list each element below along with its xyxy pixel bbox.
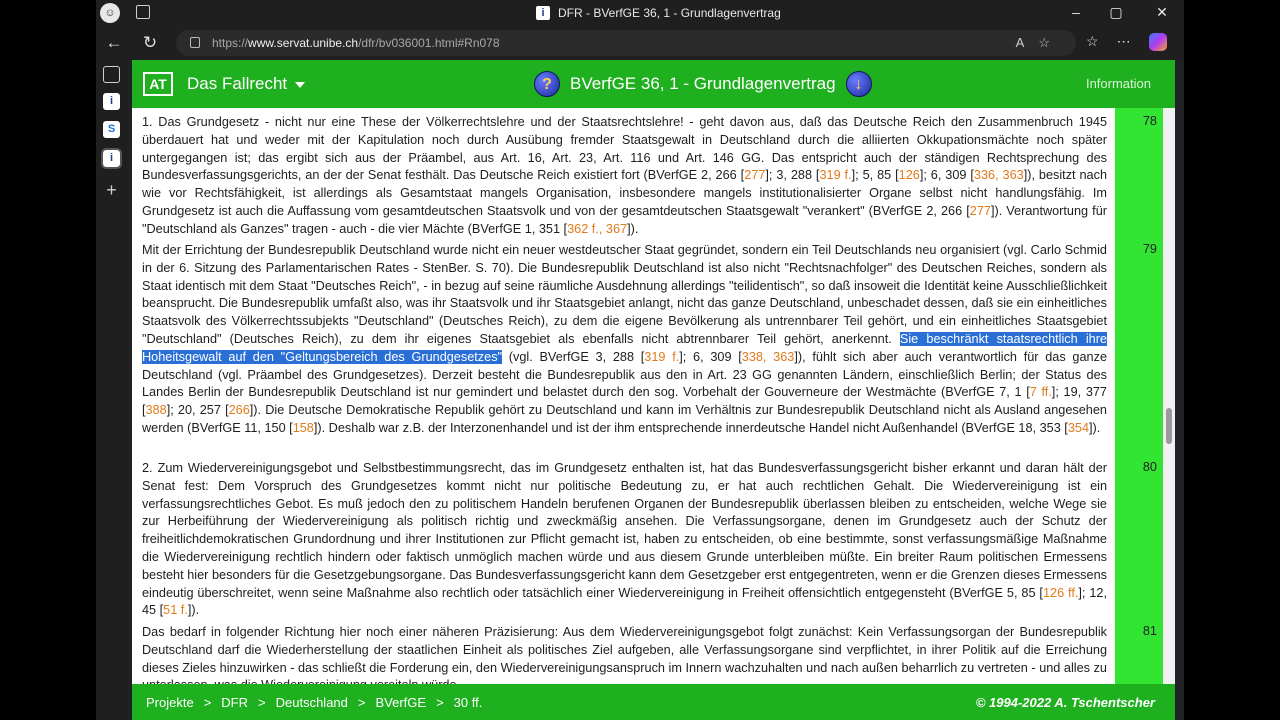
paragraph-number-80: 80 <box>1142 460 1157 474</box>
paragraph-text: ]; 5, 85 [ <box>851 168 899 183</box>
tab-actions-icon[interactable] <box>136 5 150 19</box>
site-info-icon: i <box>536 6 550 20</box>
citation-link[interactable]: 126 ff. <box>1042 585 1079 600</box>
breadcrumb-separator: > <box>436 695 444 710</box>
copilot-icon[interactable] <box>1149 33 1167 51</box>
more-menu-icon[interactable]: ⋯ <box>1116 33 1131 49</box>
paragraph-78 <box>142 114 1107 239</box>
paragraph-text: (vgl. BVerfGE 3, 288 [ <box>502 349 645 364</box>
citation-link[interactable]: 319 f. <box>819 168 852 183</box>
web-page <box>132 60 1175 720</box>
new-tab-icon[interactable]: + <box>106 180 117 200</box>
brand-menu[interactable] <box>187 74 305 94</box>
refresh-button[interactable]: ↻ <box>142 33 158 52</box>
site-logo[interactable]: AT <box>143 72 173 96</box>
profile-avatar[interactable]: ☺ <box>100 3 120 23</box>
tab-panel-icon[interactable] <box>103 66 120 83</box>
citation-link[interactable]: 7 ff. <box>1029 385 1052 400</box>
citation-link[interactable]: 336, 363 <box>973 168 1024 183</box>
citation-link[interactable]: 338, 363 <box>741 349 795 364</box>
navigate-down-icon[interactable]: ↓ <box>846 71 872 97</box>
citation-link[interactable]: 126 <box>898 168 920 183</box>
scrollbar-thumb[interactable] <box>1166 408 1172 444</box>
minimize-button[interactable]: – <box>1072 4 1080 20</box>
help-question-icon[interactable]: ? <box>534 71 560 97</box>
paragraph-79 <box>142 242 1107 438</box>
paragraph-text: ]), besitzt nach wie vor Rechtsfähigkeit, ist allerdings als Gesamtstaat mangels Organisation, insbesondere mangels institutionalisierter Organe selbst nicht handlungsfähig. Im Grundgesetz ist auch die Auffassung vom gesamtdeutschen Staatsvolk und von der gesamtdeutschen Staatsgewalt "verankert" (BVerfGE 2, 266 [ <box>142 168 1108 218</box>
url-prefix: https:// <box>212 36 249 50</box>
back-button[interactable]: ← <box>105 33 123 52</box>
copyright: © 1994-2022 A. Tschentscher <box>975 695 1155 710</box>
paragraph-text: ]). Die Deutsche Demokratische Republik gehört zu Deutschland und kann im Verhältnis zur Bundesrepublik Deutschland nicht als Ausland angesehen werden (BVerfGE 11, 150 [ <box>142 403 1107 435</box>
breadcrumb <box>146 695 482 710</box>
paragraph-number-81: 81 <box>1142 624 1157 638</box>
breadcrumb-item[interactable]: BVerfGE <box>375 695 427 710</box>
breadcrumb-separator: > <box>357 695 366 710</box>
decision-text <box>132 108 1175 684</box>
citation-link[interactable]: 158 <box>292 420 314 435</box>
citation-link[interactable]: 362 f., 367 <box>567 221 628 236</box>
tab-site-icon[interactable]: S <box>103 121 120 138</box>
citation-link[interactable]: 319 f. <box>644 349 680 364</box>
breadcrumb-item[interactable]: 30 ff. <box>453 695 483 710</box>
window-title-text: DFR - BVerfGE 36, 1 - Grundlagenvertrag <box>558 6 781 20</box>
decision-title: BVerfGE 36, 1 - Grundlagenvertrag <box>570 74 836 93</box>
site-header <box>132 60 1175 108</box>
selected-text: Sie beschränkt staatsrechtlich ihre Hoheitsgewalt auf den "Geltungsbereich des Grundgesetzes" <box>142 331 1107 364</box>
favorite-star-icon[interactable]: ☆ <box>1038 35 1064 50</box>
close-button[interactable]: ✕ <box>1156 4 1168 20</box>
url-host: www.servat.unibe.ch <box>248 36 359 50</box>
paragraph-text: ]), fühlt sich aber auch verantwortlich für das ganze Deutschland (vgl. Präambel des Grundgesetzes). Derzeit besteht die Bundesrepublik aus den in Art. 23 GG genannten Ländern, einschließlich Berlin; der Status des Landes Berlin der Bundesrepublik Deutschland ist nur gemindert und belastet durch den sog. Vorbehalt der Gouverneure der Westmächte (BVerfGE 7, 1 [ <box>142 349 1108 400</box>
paragraph-text: ]; 6, 309 [ <box>919 168 974 183</box>
tab-info-icon[interactable]: i <box>103 93 120 110</box>
paragraph-text: 2. Zum Wiedervereinigungsgebot und Selbstbestimmungsrecht, das im Grundgesetz enthalten ist, hat das Bundesverfassungsgericht bisher erkannt und daran hält der Senat fest: Dem Vorspruch des Grundgesetzes kommt nicht nur politische Bedeutung zu, er hat auch rechtlichen Gehalt. Die Wiedervereinigung ist ein verfassungsrechtliches Gebot. Es muß jedoch den zu politischem Handeln berufenen Organen der Bundesrepublik überlassen bleiben zu entscheiden, welche Wege sie zur Herbeiführung der Wiedervereinigung als politisch richtig und zweckmäßig ansehen. Die Verfassungsorgane, denen im Grundgesetz auch der Schutz der freiheitlichdemokratischen Grundordnung und ihrer Institutionen zur Pflicht gemacht ist, haben zu entscheiden, ob eine bestimmte, sonst verfassungsmäßige Maßnahme die Wiedervereinigung rechtlich hindern oder faktisch unmöglich machen würde und aus diesem Grunde unterbleiben müßte. Ein breiter Raum politischen Ermessens besteht hier besonders für die Gesetzgebungsorgane. Das Bundesverfassungsgericht kann dem Gesetzgeber erst entgegentreten, wenn er die Grenzen dieses Ermessens eindeutig überschreitet, wenn seine Maßnahme also rechtlich oder tatsächlich einer Wiedervereinigung in Freiheit offensichtlich entgegensteht (BVerfGE 5, 85 [ <box>142 461 1107 600</box>
window-title <box>536 6 781 20</box>
breadcrumb-separator: > <box>258 695 266 710</box>
paragraph-text: ]; 19, 377 [ <box>142 385 1107 418</box>
paragraph-text: ]). Deshalb war z.B. der Interzonenhandel und ist der ihm entsprechende innerdeutsche Handel nicht Außenhandel (BVerfGE 18, 353 [ <box>313 420 1068 435</box>
brand-label: Das Fallrecht <box>187 74 288 93</box>
paragraph-text: ]; 12, 45 [ <box>142 585 1108 618</box>
citation-link[interactable]: 51 f. <box>163 603 188 618</box>
paragraph-text: ]). <box>187 603 200 618</box>
url-path: /dfr/bv036001.html#Rn078 <box>358 36 500 50</box>
decision-title-bar <box>534 70 872 98</box>
title-bar <box>96 0 1184 26</box>
paragraph-text: ]; 6, 309 [ <box>679 349 742 364</box>
read-aloud-icon[interactable]: A <box>1015 35 1039 50</box>
paragraph-text: ]; 20, 257 [ <box>166 403 229 418</box>
paragraph-text: ]; 3, 288 [ <box>765 168 820 183</box>
lock-icon <box>190 37 200 48</box>
breadcrumb-item[interactable]: DFR <box>221 695 249 710</box>
breadcrumb-separator: > <box>203 695 212 710</box>
browser-window <box>96 0 1184 720</box>
tab-info-active-icon[interactable]: i <box>103 150 120 167</box>
citation-link[interactable]: 388 <box>145 403 167 418</box>
address-bar[interactable] <box>176 30 1076 56</box>
information-link[interactable]: Information <box>1085 76 1151 91</box>
citation-link[interactable]: 354 <box>1067 420 1089 435</box>
paragraph-text: Mit der Errichtung der Bundesrepublik Deutschland wurde nicht ein neuer westdeutscher Staat gegründet, sondern ein Teil Deutschlands neu organisiert (vgl. Carlo Schmid in der 6. Sitzung des Parlamentarischen Rates - StenBer. S. 70). Die Bundesrepublik Deutschland ist also nicht "Rechtsnachfolger" des Deutschen Reiches, sondern als Staat identisch mit dem Staat "Deutsches Reich", - in bezug auf seine räumliche Ausdehnung allerdings "teilidentisch", so daß insoweit die Identität keine Ausschließlichkeit beansprucht. Die Bundesrepublik umfaßt also, was ihr Staatsvolk und ihr Staatsgebiet anlangt, nicht das ganze Deutschland, unbeschadet dessen, daß sie ein einheitliches Staatsvolk des Völkerrechtssubjekts "Deutschland" (Deutsches Reich), zu dem die eigene Bevölkerung als untrennbarer Teil gehört, und ein einheitliches Staatsgebiet "Deutschland" (Deutsches Reich), zu dem ihr eigenes Staatsgebiet als ebenfalls nicht abtrennbarer Teil gehört, anerkennt. <box>142 243 1107 346</box>
caret-down-icon <box>295 82 305 88</box>
breadcrumb-item[interactable]: Projekte <box>146 695 194 710</box>
favorites-icon[interactable]: ☆ <box>1086 33 1099 49</box>
citation-link[interactable]: 277 <box>744 168 766 183</box>
paragraph-text: ]). <box>1089 420 1101 435</box>
vertical-tab-rail <box>96 60 128 720</box>
paragraph-80 <box>142 460 1107 620</box>
paragraph-number-78: 78 <box>1142 114 1157 128</box>
paragraph-text: ]). Verantwortung für "Deutschland als Ganzes" tragen - auch - die vier Mächte (BVerfGE 1, 351 [ <box>142 203 1107 236</box>
scrollbar[interactable] <box>1163 108 1175 684</box>
paragraph-text: Das bedarf in folgender Richtung hier noch einer näheren Präzisierung: Aus dem Wiedervereinigungsgebot folgt zunächst: Kein Verfassungsorgan der Bundesrepublik Deutschland darf die Wiederherstellung der staatlichen Einheit als politisches Ziel aufgeben, alle Verfassungsorgane sind verpflichtet, in ihrer Politik auf die Erreichung dieses Zieles hinzuwirken - das schließt die Forderung ein, den Wiedervereinigungsanspruch im Innern wachzuhalten und nach außen beharrlich zu vertreten - und alles zu <box>142 625 1107 675</box>
paragraph-text: 1. Das Grundgesetz - nicht nur eine These der Völkerrechtslehre und der Staatsrechtslehre! - geht davon aus, daß das Deutsche Reich den Zusammenbruch 1945 überdauert hat und weder mit der Kapitulation noch durch Ausübung fremder Staatsgewalt in Deutschland durch die alliierten Okkupationsmächte noch später untergegangen ist; das ergibt sich aus der Präambel, aus Art. 16, Art. 23, Art. 116 und Art. 146 GG. Das entspricht auch der ständigen Rechtsprechung des Bundesverfassungsgerichts, an der der Senat festhält. Das Deutsche Reich existiert fort (BVerfGE 2, 266 [ <box>142 115 1107 183</box>
breadcrumb-item[interactable]: Deutschland <box>275 695 348 710</box>
citation-link[interactable]: 266 <box>228 403 250 418</box>
maximize-button[interactable]: ▢ <box>1109 4 1123 20</box>
site-footer <box>132 684 1175 720</box>
paragraph-number-margin <box>1115 108 1163 684</box>
citation-link[interactable]: 277 <box>969 203 991 218</box>
address-row <box>96 26 1184 60</box>
paragraph-text: ]). <box>627 221 639 236</box>
paragraph-number-79: 79 <box>1142 242 1157 256</box>
